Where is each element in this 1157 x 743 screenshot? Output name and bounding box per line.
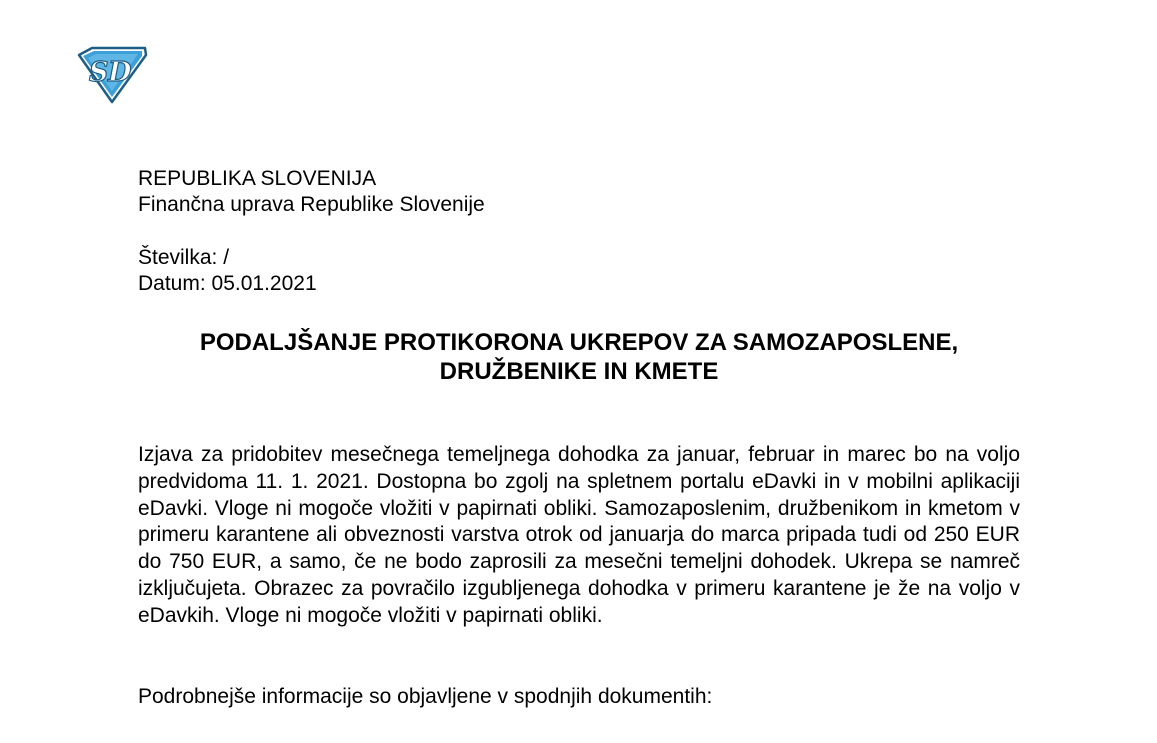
document-meta xyxy=(138,245,1020,297)
issuer-agency: Finančna uprava Republike Slovenije xyxy=(138,193,485,216)
title-line-1: PODALJŠANJE PROTIKORONA UKREPOV ZA SAMOZAPOSLENE, xyxy=(199,329,959,356)
svg-text:D: D xyxy=(108,57,132,88)
sd-shield-logo-icon xyxy=(76,45,148,105)
title-line-2: DRUŽBENIKE IN KMETE xyxy=(439,358,719,385)
documents-intro: Podrobnejše informacije so objavljene v spodnjih dokumentih: xyxy=(138,685,713,708)
document-title xyxy=(138,328,1020,386)
document-number: Številka: / xyxy=(138,246,230,269)
svg-text:S: S xyxy=(89,57,109,88)
issuer-block xyxy=(138,166,1020,218)
issuer-country: REPUBLIKA SLOVENIJA xyxy=(138,167,377,190)
body-paragraph: Izjava za pridobitev mesečnega temeljnega dohodka za januar, februar in marec bo na voljo predvidoma 11. 1. 2021. Dostopna bo zgolj na spletnem portalu eDavki in v mobilni aplikaciji eDavki. Vloge ni mogoče vložiti v papirnati obliki. Samozaposlenim, družbenikom in kmetom v primeru karantene ali obveznosti varstva otrok od januarja do marca pripada tudi od 250 EUR do 750 EUR, a samo, če ne bodo zaprosili za mesečni temeljni dohodek. Ukrepa se namreč izključujeta. Obrazec za povračilo izgubljenega dohodka v primeru karantene je že na voljo v eDavkih. Vloge ni mogoče vložiti v papirnati obliki. xyxy=(138,443,1020,627)
document-date: Datum: 05.01.2021 xyxy=(138,272,317,295)
